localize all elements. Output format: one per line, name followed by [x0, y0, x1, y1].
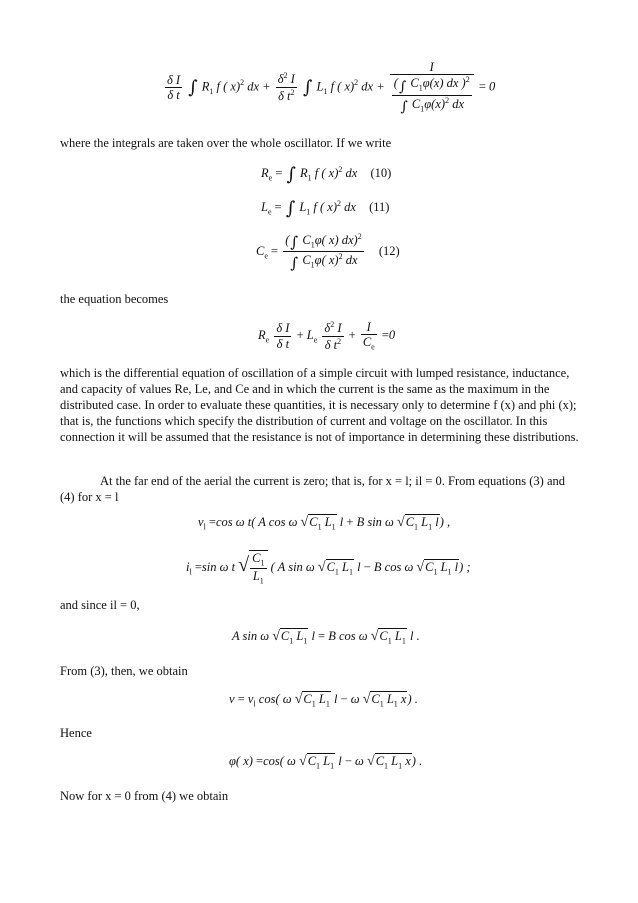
equation-11: $L_e$ = ∫ $L_1$ f ( x)$^2$ dx (11) — [261, 198, 390, 219]
paragraph: where the integrals are taken over the whole oscillator. If we write — [60, 136, 392, 150]
paragraph: Now for x = 0 from (4) we obtain — [60, 789, 229, 803]
paragraph: the equation becomes — [60, 292, 169, 306]
equation-vl: $v_l =\cos$ ω t( A cos ω $√C_1$ $L_1$ l + B sin ω $√C_1$ $L_1$ l) , — [198, 515, 451, 532]
paragraph: and since il = 0, — [60, 598, 140, 612]
equation-10: $R_e$ = ∫ $R_1$ f ( x)$^2$ dx (10) — [261, 164, 392, 185]
equation-12: $C_e$ = $\frac{(\int C_1\varphi( x) dx)^2}{\int C_1\varphi( x)^2 dx}$ (12) — [256, 232, 400, 272]
equation-main: $\frac{\text{δ I}}{\text{δ t}}$ ∫ $R_1$ f ( x)$^2$ dx + $\frac{\delta^2 I}{\delta t^2}$ ∫ $L_1$ f ( x)$^2$ dx + $\frac{I}{\frac{(\int C_1\varphi(x) dx )^2}{\int C_1\varphi(x)^2 dx}}$ = 0 — [167, 60, 496, 115]
paragraph: At the far end of the aerial the current is zero; that is, for x = l; il = 0. From equations (3) and (4) for x = l — [60, 474, 566, 504]
equation-number: (10) — [370, 166, 392, 180]
equation-v: $v = v_l$ cos( ω $√C_1$ $L_1$ l − ω $√C_1$ $L_1$ x) . — [229, 692, 418, 709]
equation-phi: φ( x) =cos( ω $√C_1$ $L_1$ l − ω $√C_1$ $L_1$ x) . — [229, 754, 423, 771]
equation-il: $i_l =\sin$ ω t √ $\frac{C_1}{L_1}$ ( A sin ω $√C_1$ $L_1$ l − B cos ω $√C_1$ $L_1$ l) ; — [186, 551, 471, 586]
paragraph: From (3), then, we obtain — [60, 664, 188, 678]
equation-number: (12) — [378, 243, 400, 258]
paragraph: which is the differential equation of oscillation of a simple circuit with lumped resistance, inductance, and capacity of values Re, Le, and Ce and in which the current is the same as the maximum in the distributed case. In order to evaluate these quantities, it is necessary only to determine f (x) and phi (x); that is, the functions which specify the distribution of current and voltage on the oscillator. In this connection it will be assumed that the resistance is not of importance in determining these distributions. — [60, 366, 579, 444]
equation-lumped: $R_e$ $\frac{\text{δ I}}{\text{δ t}}$ + $L_e$ $\frac{\delta^2 I}{\delta t^2}$ + $\frac{I}{C_e}$ =0 — [258, 320, 396, 352]
equation-boundary: A sin ω $√C_1$ $L_1$ l = B cos ω $√C_1$ $L_1$ l . — [232, 629, 420, 646]
paragraph: Hence — [60, 726, 92, 740]
equation-number: (11) — [369, 200, 390, 214]
